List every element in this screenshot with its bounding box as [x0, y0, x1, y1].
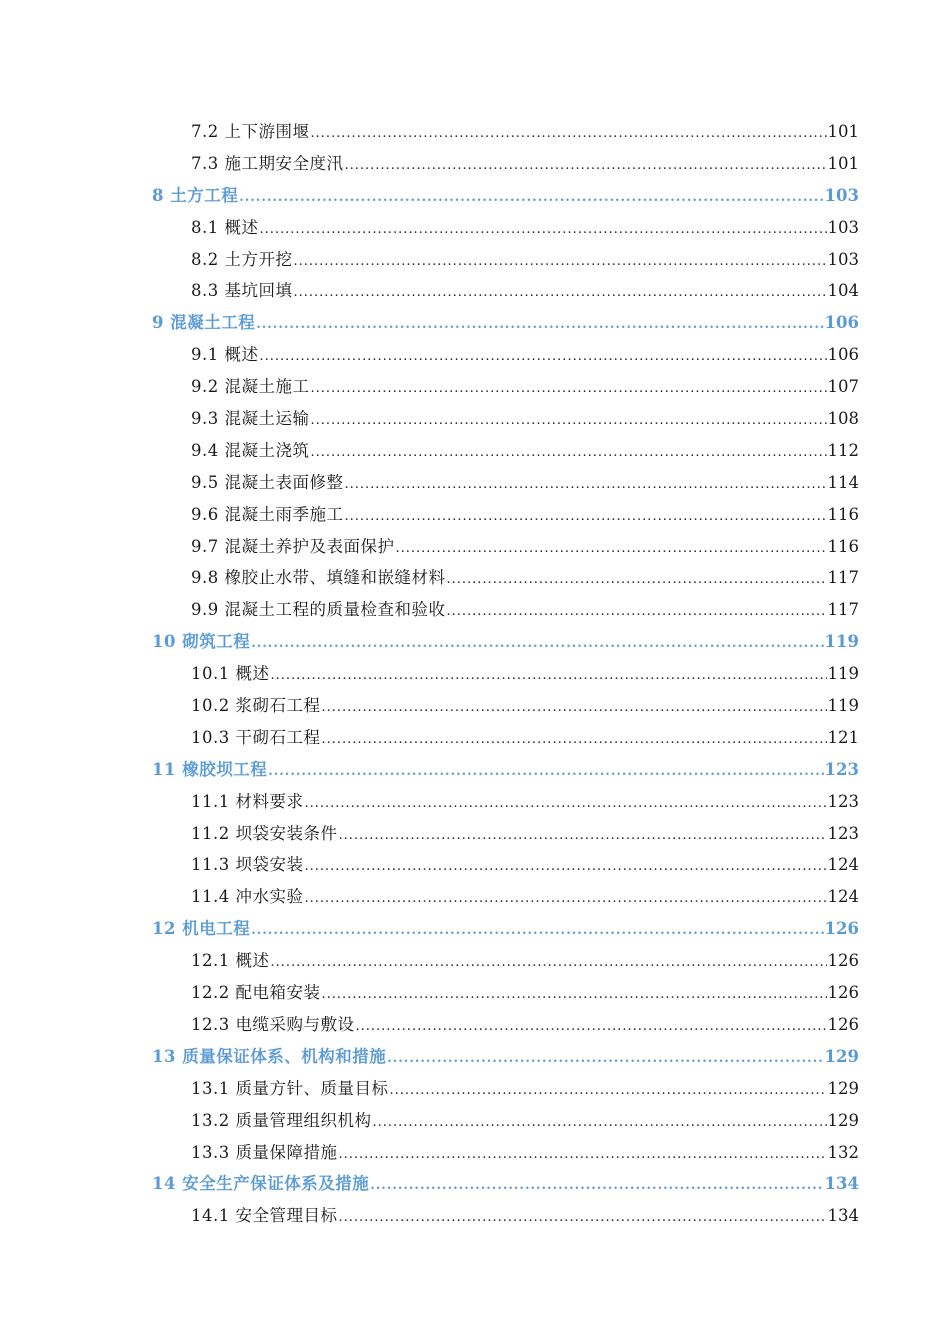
toc-chapter-label: 9 混凝土工程 [152, 313, 256, 333]
toc-chapter-entry[interactable] [0, 180, 950, 212]
toc-page-number: 132 [827, 1142, 859, 1162]
toc-page-number: 129 [824, 1046, 859, 1066]
toc-page-number: 103 [827, 249, 859, 269]
toc-entry[interactable] [0, 1105, 950, 1137]
toc-dot-leader [345, 501, 827, 531]
toc-chapter-entry[interactable] [0, 1041, 950, 1073]
toc-dot-leader [270, 660, 826, 690]
toc-dot-leader [447, 596, 827, 626]
toc-dot-leader [345, 150, 827, 180]
toc-chapter-entry[interactable] [0, 307, 950, 339]
toc-page-number: 123 [827, 791, 859, 811]
toc-entry[interactable] [0, 371, 950, 403]
toc-page-number: 117 [827, 600, 859, 620]
toc-dot-leader [304, 788, 826, 818]
toc-page-number: 101 [827, 122, 859, 141]
toc-entry[interactable] [0, 403, 950, 435]
toc-page-number: 134 [824, 1174, 859, 1194]
toc-entry[interactable] [0, 690, 950, 722]
toc-entry[interactable] [0, 467, 950, 499]
toc-page-number: 124 [827, 855, 859, 875]
toc-entry[interactable] [0, 594, 950, 626]
toc-page-number: 129 [827, 1078, 859, 1098]
toc-chapter-label: 8 土方工程 [152, 185, 239, 205]
toc-dot-leader [372, 1107, 826, 1137]
toc-dot-leader [447, 564, 827, 594]
toc-page-number: 101 [827, 153, 859, 173]
toc-page-number: 126 [824, 919, 859, 939]
toc-entry-label: 13.2 质量管理组织机构 [191, 1110, 372, 1130]
toc-dot-leader [256, 309, 823, 339]
table-of-contents [0, 116, 950, 1232]
toc-page-number: 123 [827, 823, 859, 843]
toc-entry[interactable] [0, 1073, 950, 1105]
toc-chapter-entry[interactable] [0, 754, 950, 786]
toc-page-number: 116 [827, 536, 859, 556]
toc-dot-leader [321, 979, 826, 1009]
toc-entry-label: 8.1 概述 [191, 217, 259, 237]
toc-entry[interactable] [0, 881, 950, 913]
toc-dot-leader [270, 947, 826, 977]
toc-entry-label: 11.2 坝袋安装条件 [191, 823, 338, 843]
toc-dot-leader [321, 692, 826, 722]
toc-page-number: 103 [827, 217, 859, 237]
toc-page-number: 134 [827, 1206, 859, 1226]
toc-page-number: 126 [827, 951, 859, 971]
toc-chapter-entry[interactable] [0, 1168, 950, 1200]
toc-dot-leader [311, 437, 827, 467]
toc-page-number: 117 [827, 568, 859, 588]
toc-entry-label: 10.3 干砌石工程 [191, 727, 321, 747]
toc-dot-leader [251, 628, 823, 658]
toc-page-number: 104 [827, 281, 859, 301]
toc-page-number: 114 [827, 472, 859, 492]
toc-entry[interactable] [0, 148, 950, 180]
toc-entry-label: 14.1 安全管理目标 [191, 1206, 338, 1226]
toc-entry-label: 9.5 混凝土表面修整 [191, 472, 344, 492]
toc-page-number: 126 [827, 1014, 859, 1034]
toc-dot-leader [304, 851, 826, 881]
toc-entry-label: 8.2 土方开挖 [191, 249, 293, 269]
toc-dot-leader [345, 469, 827, 499]
toc-entry[interactable] [0, 945, 950, 977]
toc-entry[interactable] [0, 499, 950, 531]
toc-entry[interactable] [0, 244, 950, 276]
toc-dot-leader [338, 1139, 826, 1169]
toc-dot-leader [338, 820, 826, 850]
toc-page-number: 123 [824, 759, 859, 779]
toc-dot-leader [294, 246, 827, 276]
toc-entry[interactable] [0, 562, 950, 594]
toc-entry-label: 7.3 施工期安全度汛 [191, 153, 344, 173]
toc-dot-leader [387, 1043, 823, 1073]
toc-dot-leader [396, 533, 827, 563]
toc-entry[interactable] [0, 275, 950, 307]
toc-dot-leader [311, 373, 827, 403]
toc-entry-label: 9.7 混凝土养护及表面保护 [191, 536, 395, 556]
toc-dot-leader [389, 1075, 826, 1105]
toc-entry-label: 8.3 基坑回填 [191, 281, 293, 301]
toc-page-number: 106 [824, 313, 859, 333]
toc-page-number: 129 [827, 1110, 859, 1130]
toc-page-number: 126 [827, 983, 859, 1003]
toc-entry-label: 13.1 质量方针、质量目标 [191, 1078, 389, 1098]
toc-dot-leader [311, 118, 827, 148]
toc-page-number: 112 [827, 440, 859, 460]
toc-chapter-label: 13 质量保证体系、机构和措施 [152, 1046, 387, 1066]
toc-page-number: 119 [824, 632, 859, 652]
toc-entry[interactable] [0, 339, 950, 371]
toc-entry-label: 13.3 质量保障措施 [191, 1142, 338, 1162]
toc-entry-label: 9.3 混凝土运输 [191, 409, 310, 429]
toc-entry-label: 11.3 坝袋安装 [191, 855, 304, 875]
toc-dot-leader [239, 182, 823, 212]
toc-page-number: 107 [827, 377, 859, 397]
toc-dot-leader [260, 214, 827, 244]
toc-entry[interactable] [0, 786, 950, 818]
toc-entry-label: 12.3 电缆采购与敷设 [191, 1014, 355, 1034]
toc-entry-label: 9.4 混凝土浇筑 [191, 440, 310, 460]
toc-chapter-entry[interactable] [0, 626, 950, 658]
toc-entry-label: 11.4 冲水实验 [191, 887, 304, 907]
toc-dot-leader [370, 1170, 823, 1200]
toc-dot-leader [304, 883, 826, 913]
toc-chapter-label: 10 砌筑工程 [152, 632, 251, 652]
toc-entry[interactable] [0, 722, 950, 754]
toc-entry-label: 9.9 混凝土工程的质量检查和验收 [191, 600, 446, 620]
toc-entry[interactable] [0, 116, 950, 148]
toc-entry[interactable] [0, 435, 950, 467]
toc-entry[interactable] [0, 1137, 950, 1169]
toc-dot-leader [321, 724, 826, 754]
toc-entry-label: 9.6 混凝土雨季施工 [191, 504, 344, 524]
toc-entry-label: 12.2 配电箱安装 [191, 983, 321, 1003]
toc-page-number: 121 [827, 727, 859, 747]
toc-page-number: 103 [824, 185, 859, 205]
toc-page-number: 119 [827, 696, 859, 716]
toc-dot-leader [311, 405, 827, 435]
toc-entry-label: 7.2 上下游围堰 [191, 122, 310, 141]
toc-entry-label: 11.1 材料要求 [191, 791, 304, 811]
toc-entry[interactable] [0, 977, 950, 1009]
toc-chapter-label: 12 机电工程 [152, 919, 251, 939]
toc-entry[interactable] [0, 1200, 950, 1232]
toc-entry[interactable] [0, 818, 950, 850]
toc-entry[interactable] [0, 1009, 950, 1041]
toc-dot-leader [268, 756, 823, 786]
toc-chapter-entry[interactable] [0, 913, 950, 945]
toc-entry-label: 10.1 概述 [191, 664, 270, 684]
toc-entry-label: 9.1 概述 [191, 345, 259, 365]
toc-dot-leader [294, 277, 827, 307]
toc-page-number: 119 [827, 664, 859, 684]
toc-page-number: 108 [827, 409, 859, 429]
toc-entry[interactable] [0, 531, 950, 563]
toc-dot-leader [260, 341, 827, 371]
toc-page-number: 124 [827, 887, 859, 907]
toc-dot-leader [251, 915, 823, 945]
toc-dot-leader [338, 1202, 826, 1232]
toc-chapter-label: 11 橡胶坝工程 [152, 759, 268, 779]
toc-entry[interactable] [0, 849, 950, 881]
toc-page-number: 106 [827, 345, 859, 365]
toc-entry-label: 9.2 混凝土施工 [191, 377, 310, 397]
toc-dot-leader [355, 1011, 826, 1041]
toc-entry[interactable] [0, 212, 950, 244]
toc-entry-label: 9.8 橡胶止水带、填缝和嵌缝材料 [191, 568, 446, 588]
toc-entry-label: 12.1 概述 [191, 951, 270, 971]
toc-entry-label: 10.2 浆砌石工程 [191, 696, 321, 716]
toc-page-number: 116 [827, 504, 859, 524]
toc-entry[interactable] [0, 658, 950, 690]
toc-chapter-label: 14 安全生产保证体系及措施 [152, 1174, 370, 1194]
